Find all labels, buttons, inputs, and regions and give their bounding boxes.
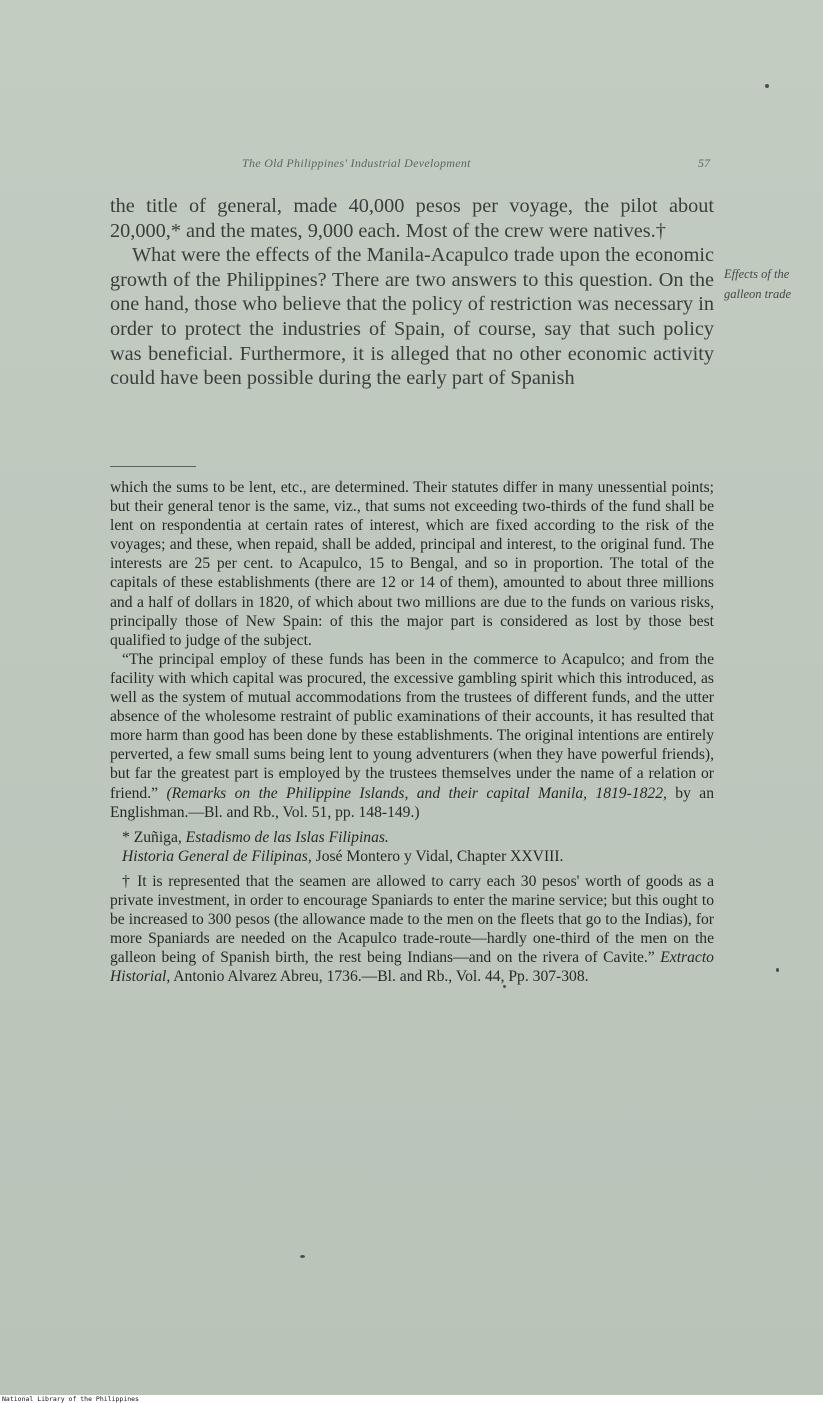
dust-speck (776, 968, 779, 972)
paragraph-continued: the title of general, made 40,000 pesos per voyage, the pilot about 20,000,* and the mates, 9,000 each. Most of the crew were natives.† (110, 195, 714, 242)
footnote-star2-title: Historia General de Filipinas, (122, 847, 312, 865)
footnote-star (110, 828, 714, 847)
margin-note-line-2: galleon trade (724, 287, 792, 301)
dagger-source-title: Extracto Historial, (110, 949, 714, 986)
footnote-star2-rest: José Montero y Vidal, Chapter XXVIII. (315, 847, 564, 865)
margin-note (724, 264, 822, 304)
footnote-quote (110, 650, 714, 822)
footnote-continued: which the sums to be lent, etc., are determined. Their statutes differ in many unessential points; but their general tenor is the same, viz., that sums not exceeding two-thirds of the fund shall be lent on respondentia at certain rates of interest, which are fixed according to the risk of the voyages; and these, when repaid, shall be added, principal and interest, to the original fund. The interests are 25 per cent. to Acapulco, 15 to Bengal, and so in proportion. The total of the capitals of these establishments (there are 12 or 14 of them), amounted to about three millions and a half of dollars in 1820, of which about two millions are due to the funds on various risks, principally those of New Spain: of this the major part is considered as lost by those best qualified to judge of the subject. (110, 479, 714, 649)
page-number: 57 (698, 156, 710, 170)
footnote-star-title: Estadismo de las Islas Filipinas. (185, 828, 389, 846)
dust-speck (503, 985, 506, 988)
library-credit: National Library of the Philippines (0, 1395, 823, 1403)
dagger-source-rest: Antonio Alvarez Abreu, 1736.—Bl. and Rb., Vol. 44, Pp. 307-308. (173, 968, 589, 986)
quote-source-title: (Remarks on the Philippine Islands, and their capital Manila, 1819-1822, (166, 784, 667, 802)
paragraph-effects: What were the effects of the Manila-Acapulco trade upon the economic growth of the Philippines? There are two answers to this question. On the one hand, those who believe that the policy of restriction was necessary in order to protect the industries of Spain, of course, say that such policy was beneficial. Furthermore, it is alleged that no other economic activity could have been possible during the early part of Spanish (110, 244, 714, 390)
margin-note-line-1: Effects of the (724, 267, 790, 281)
main-text (110, 194, 714, 391)
dust-speck (765, 84, 769, 88)
running-head (110, 156, 714, 174)
footnote-star-mark: * Zuñiga, (122, 828, 182, 846)
footnotes (110, 478, 714, 986)
footnote-rule (110, 466, 196, 467)
quote-source-rest: by an Englishman.—Bl. and Rb., Vol. 51, pp. 148-149.) (110, 784, 715, 821)
footnote-star-second (110, 847, 714, 866)
dust-speck (300, 1255, 305, 1258)
dagger-text: † It is represented that the seamen are allowed to carry each 30 pesos' worth of goods as a private investment, in order to encourage Spaniards to enter the marine service; but this ought to be increased to 300 pesos (the allowance made to the men on the fleets that go to the Indias), for more Spaniards are needed on the Acapulco trade-route—hardly one-third of the men on the galleon being of Spanish birth, the rest being Indians—and on the rivera of Cavite.” (110, 872, 714, 967)
running-head-title: The Old Philippines' Industrial Development (242, 156, 471, 170)
footnote-dagger (110, 872, 714, 987)
quote-text: “The principal employ of these funds has been in the commerce to Acapulco; and from the facility with which capital was procured, the excessive gambling spirit which this introduced, as well as the system of mutual accommodations from the trustees of different funds, and the utter absence of the wholesome restraint of public examinations of their accounts, it has resulted that more harm than good has been done by these establishments. The original intentions are entirely perverted, a few small sums being lent to young adventurers (when they have powerful friends), but far the greatest part is employed by the trustees themselves under the name of a relation or friend.” (110, 650, 714, 802)
